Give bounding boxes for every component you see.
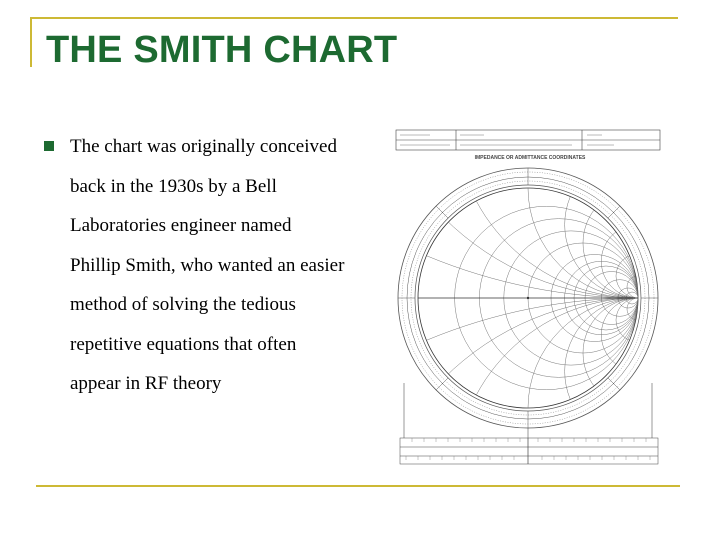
bullet-line: method of solving the tedious: [70, 294, 296, 315]
bullet-line: Laboratories engineer named: [70, 215, 292, 236]
reactance-arcs: [392, 128, 668, 470]
radial-scales: [400, 438, 658, 464]
bullet-line: back in the 1930s by a Bell: [70, 175, 277, 197]
left-rule: [30, 17, 32, 67]
chart-center: [527, 297, 529, 299]
bullet-square-icon: [44, 141, 54, 151]
bottom-rule: [36, 485, 680, 487]
slide-title: THE SMITH CHART: [46, 29, 398, 71]
scale-supports: [404, 383, 652, 438]
bullet-line: repetitive equations that often: [70, 333, 297, 355]
bullet-line: appear in RF theory: [70, 373, 222, 394]
chart-header-box: [396, 130, 660, 150]
bullet-text: [70, 133, 390, 410]
top-rule: [30, 17, 678, 19]
bullet-line: The chart was originally conceived: [70, 136, 337, 157]
smith-chart-image: [392, 128, 668, 470]
bullet-line: Phillip Smith, who wanted an easier: [70, 254, 345, 276]
chart-heading: IMPEDANCE OR ADMITTANCE COORDINATES: [474, 155, 586, 161]
